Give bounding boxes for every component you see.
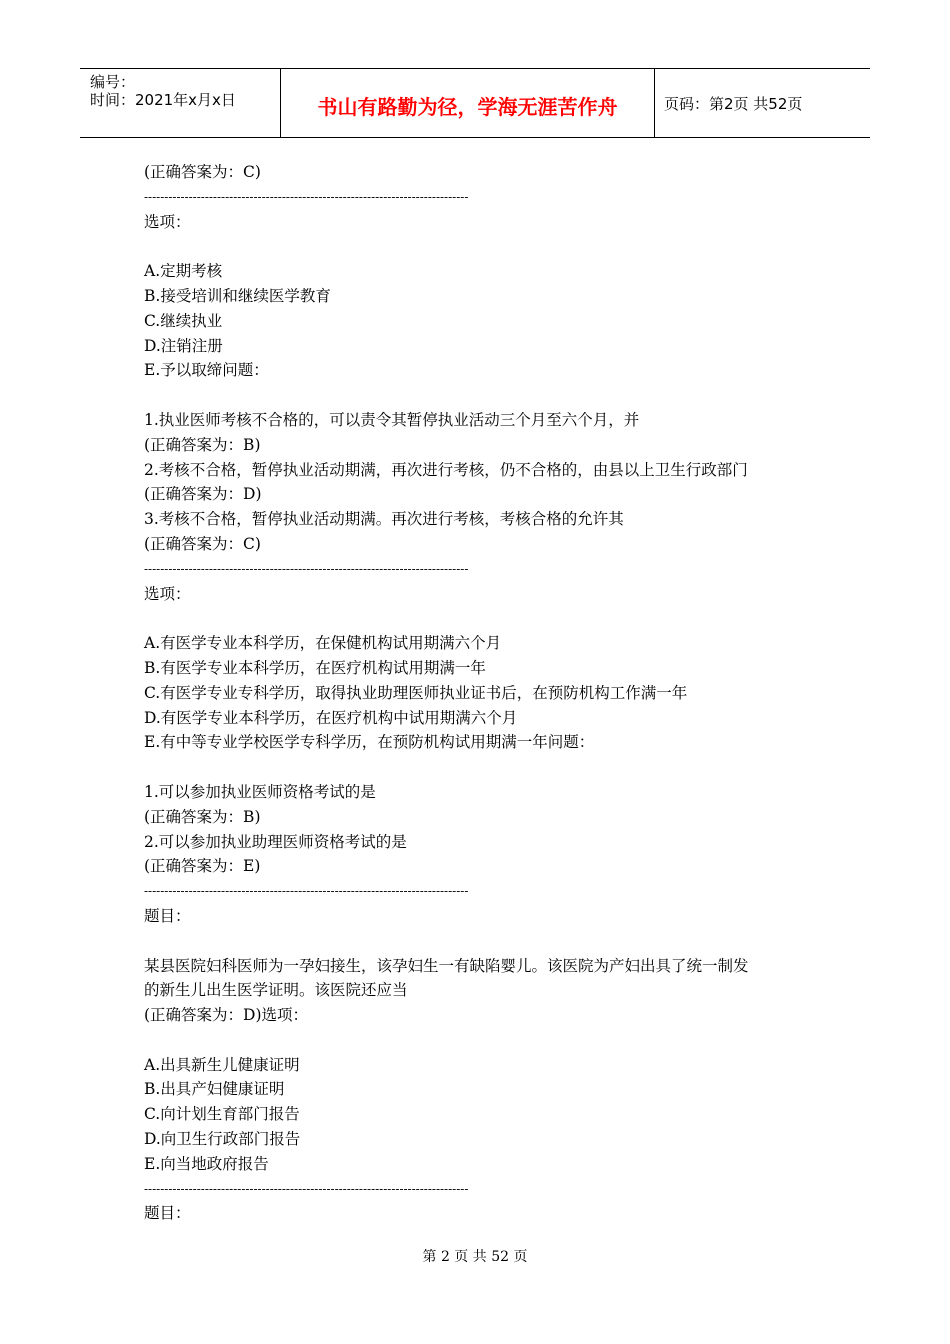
question-line: 3.考核不合格，暂停执业活动期满。再次进行考核，考核合格的允许其 [144, 510, 624, 529]
serial-number-label: 编号： [90, 73, 136, 91]
separator-line: -------------------------------------------------------------------------------- [144, 561, 469, 576]
answer-line: (正确答案为：D)选项： [144, 1006, 309, 1025]
option-line: D.向卫生行政部门报告 [144, 1130, 301, 1149]
topic-heading: 题目： [144, 1204, 191, 1223]
option-line: A.出具新生儿健康证明 [144, 1055, 300, 1074]
option-line: E.有中等专业学校医学专科学历，在预防机构试用期满一年问题： [144, 733, 595, 752]
option-line: C.有医学专业专科学历，取得执业助理医师执业证书后，在预防机构工作满一年 [144, 683, 688, 702]
document-body [144, 160, 844, 1226]
separator-line: -------------------------------------------------------------------------------- [144, 189, 469, 204]
answer-line: (正确答案为：D) [144, 485, 262, 504]
page-header [80, 68, 870, 138]
options-heading: 选项： [144, 212, 191, 231]
header-page-cell [654, 69, 870, 137]
option-line: C.向计划生育部门报告 [144, 1105, 300, 1124]
options-heading: 选项： [144, 584, 191, 603]
option-line: E.向当地政府报告 [144, 1154, 269, 1173]
date-label: 时间：2021年x月x日 [90, 91, 236, 109]
option-line: A.定期考核 [144, 262, 223, 281]
header-page-number: 页码：第2页 共52页 [664, 95, 803, 113]
option-line: B.有医学专业本科学历，在医疗机构试用期满一年 [144, 658, 486, 677]
separator-line: -------------------------------------------------------------------------------- [144, 1181, 469, 1196]
answer-line: (正确答案为：C) [144, 163, 261, 181]
question-line: 2.考核不合格，暂停执业活动期满，再次进行考核，仍不合格的，由县以上卫生行政部门 [144, 460, 748, 479]
answer-line: (正确答案为：C) [144, 534, 261, 553]
header-meta-cell [80, 69, 280, 137]
page-footer: 第 2 页 共 52 页 [422, 1249, 528, 1265]
topic-heading: 题目： [144, 906, 191, 925]
question-line: 的新生儿出生医学证明。该医院还应当 [144, 981, 408, 1000]
option-line: E.予以取缔问题： [144, 361, 269, 380]
separator-line: -------------------------------------------------------------------------------- [144, 884, 469, 899]
option-line: C.继续执业 [144, 311, 223, 330]
option-line: D.注销注册 [144, 336, 223, 355]
answer-line: (正确答案为：E) [144, 857, 261, 876]
question-line: 某县医院妇科医师为一孕妇接生，该孕妇生一有缺陷婴儿。该医院为产妇出具了统一制发 [144, 956, 749, 975]
option-line: D.有医学专业本科学历，在医疗机构中试用期满六个月 [144, 708, 518, 727]
question-line: 1.执业医师考核不合格的，可以责令其暂停执业活动三个月至六个月，并 [144, 410, 640, 429]
option-line: B.接受培训和继续医学教育 [144, 286, 331, 305]
option-line: B.出具产妇健康证明 [144, 1080, 285, 1099]
option-line: A.有医学专业本科学历，在保健机构试用期满六个月 [144, 634, 502, 653]
answer-line: (正确答案为：B) [144, 435, 261, 454]
header-motto: 书山有路勤为径，学海无涯苦作舟 [317, 95, 618, 119]
answer-line: (正确答案为：B) [144, 807, 261, 826]
question-line: 1.可以参加执业医师资格考试的是 [144, 782, 376, 801]
question-line: 2.可以参加执业助理医师资格考试的是 [144, 832, 407, 851]
header-motto-cell [280, 69, 655, 137]
